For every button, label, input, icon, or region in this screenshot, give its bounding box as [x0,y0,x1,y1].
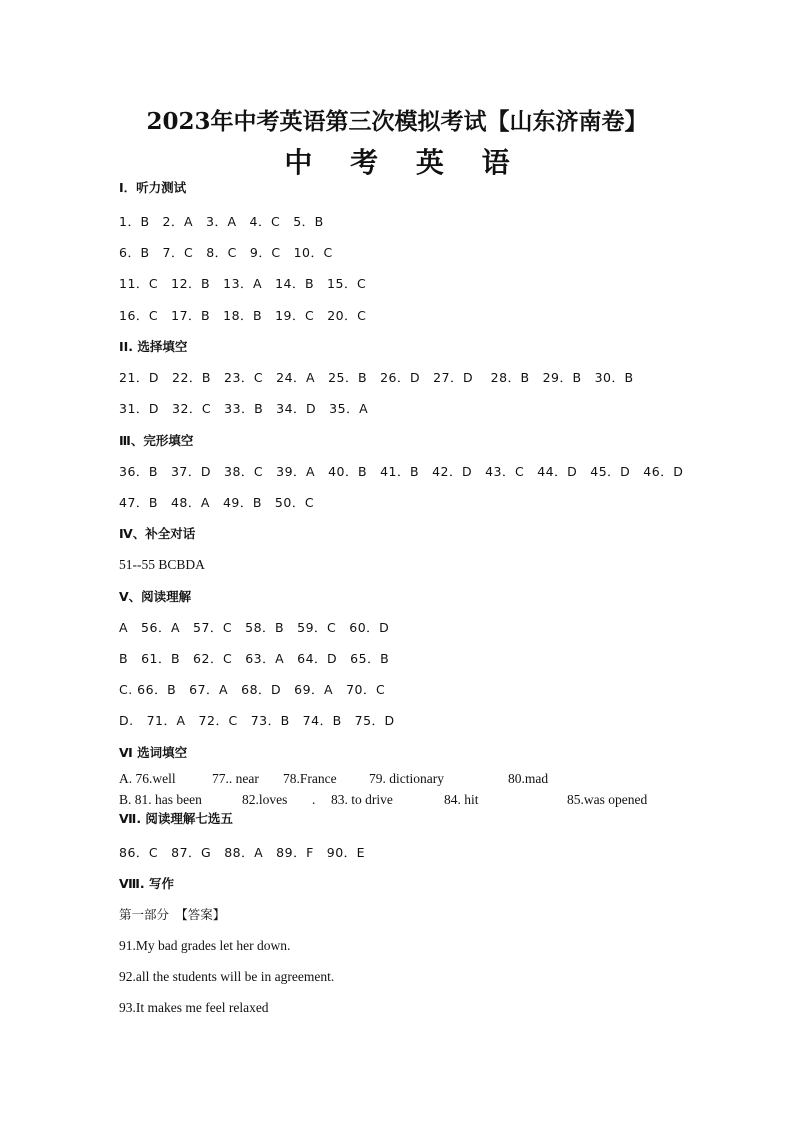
answer-line: 31．D 32．C 33．B 34．D 35．A [119,401,369,416]
answer-line: D. 71．A 72．C 73．B 74．B 75．D [119,713,395,728]
section-heading-writing: Ⅷ. 写作 [119,876,175,891]
section-heading-cloze: Ⅲ、完形填空 [119,433,194,448]
answer-line: 86．C 87．G 88．A 89．F 90．E [119,845,366,860]
answer-line: 51--55 BCBDA [119,557,205,572]
answer-item: 82.loves [242,792,288,807]
answer-line: C. 66．B 67．A 68．D 69．A 70．C [119,682,386,697]
answer-item: B. 81. has been [119,792,202,807]
section-heading-listening: Ⅰ．听力测试 [119,180,187,195]
section-heading-word-fill: Ⅵ 选词填空 [119,745,188,760]
answer-item: 83. to drive [331,792,393,807]
answer-line: B 61．B 62．C 63．A 64．D 65．B [119,651,390,666]
section-heading-multiple-choice: II. 选择填空 [119,339,188,354]
answer-item: 79. dictionary [369,771,444,786]
answer-line: 92.all the students will be in agreement. [119,969,335,984]
answer-line: 16．C 17．B 18．B 19．C 20．C [119,308,367,323]
writing-part-label: 第一部分 【答案】 [119,907,226,922]
answer-line: 47．B 48．A 49．B 50．C [119,495,315,510]
answer-line: A 56．A 57．C 58．B 59．C 60．D [119,620,390,635]
answer-line: 93.It makes me feel relaxed [119,1000,269,1015]
answer-item: . [312,792,316,807]
document-subtitle: 中 考 英 语 [284,146,524,179]
document-title: 2023年中考英语第三次模拟考试【山东济南卷】 [146,108,648,135]
section-heading-seven-choose-five: Ⅶ. 阅读理解七选五 [119,811,233,826]
answer-item: 84. hit [444,792,479,807]
section-heading-reading: Ⅴ、阅读理解 [119,589,192,604]
answer-item: 80.mad [508,771,549,786]
answer-item: 85.was opened [567,792,648,807]
answer-item: 77.. near [212,771,259,786]
answer-line: 91.My bad grades let her down. [119,938,291,953]
answer-line: 1．B 2．A 3．A 4．C 5．B [119,214,324,229]
answer-item: 78.France [283,771,337,786]
answer-line: 36．B 37．D 38．C 39．A 40．B 41．B 42．D 43．C 44．D 45．D 46．D [119,464,684,479]
answer-item: A. 76.well [119,771,176,786]
answer-line: 21．D 22．B 23．C 24．A 25．B 26．D 27．D 28．B 29．B 30．B [119,370,634,385]
answer-line: 11．C 12．B 13．A 14．B 15．C [119,276,367,291]
section-heading-dialogue: Ⅳ、补全对话 [119,526,196,541]
answer-line: 6．B 7．C 8．C 9．C 10．C [119,245,333,260]
